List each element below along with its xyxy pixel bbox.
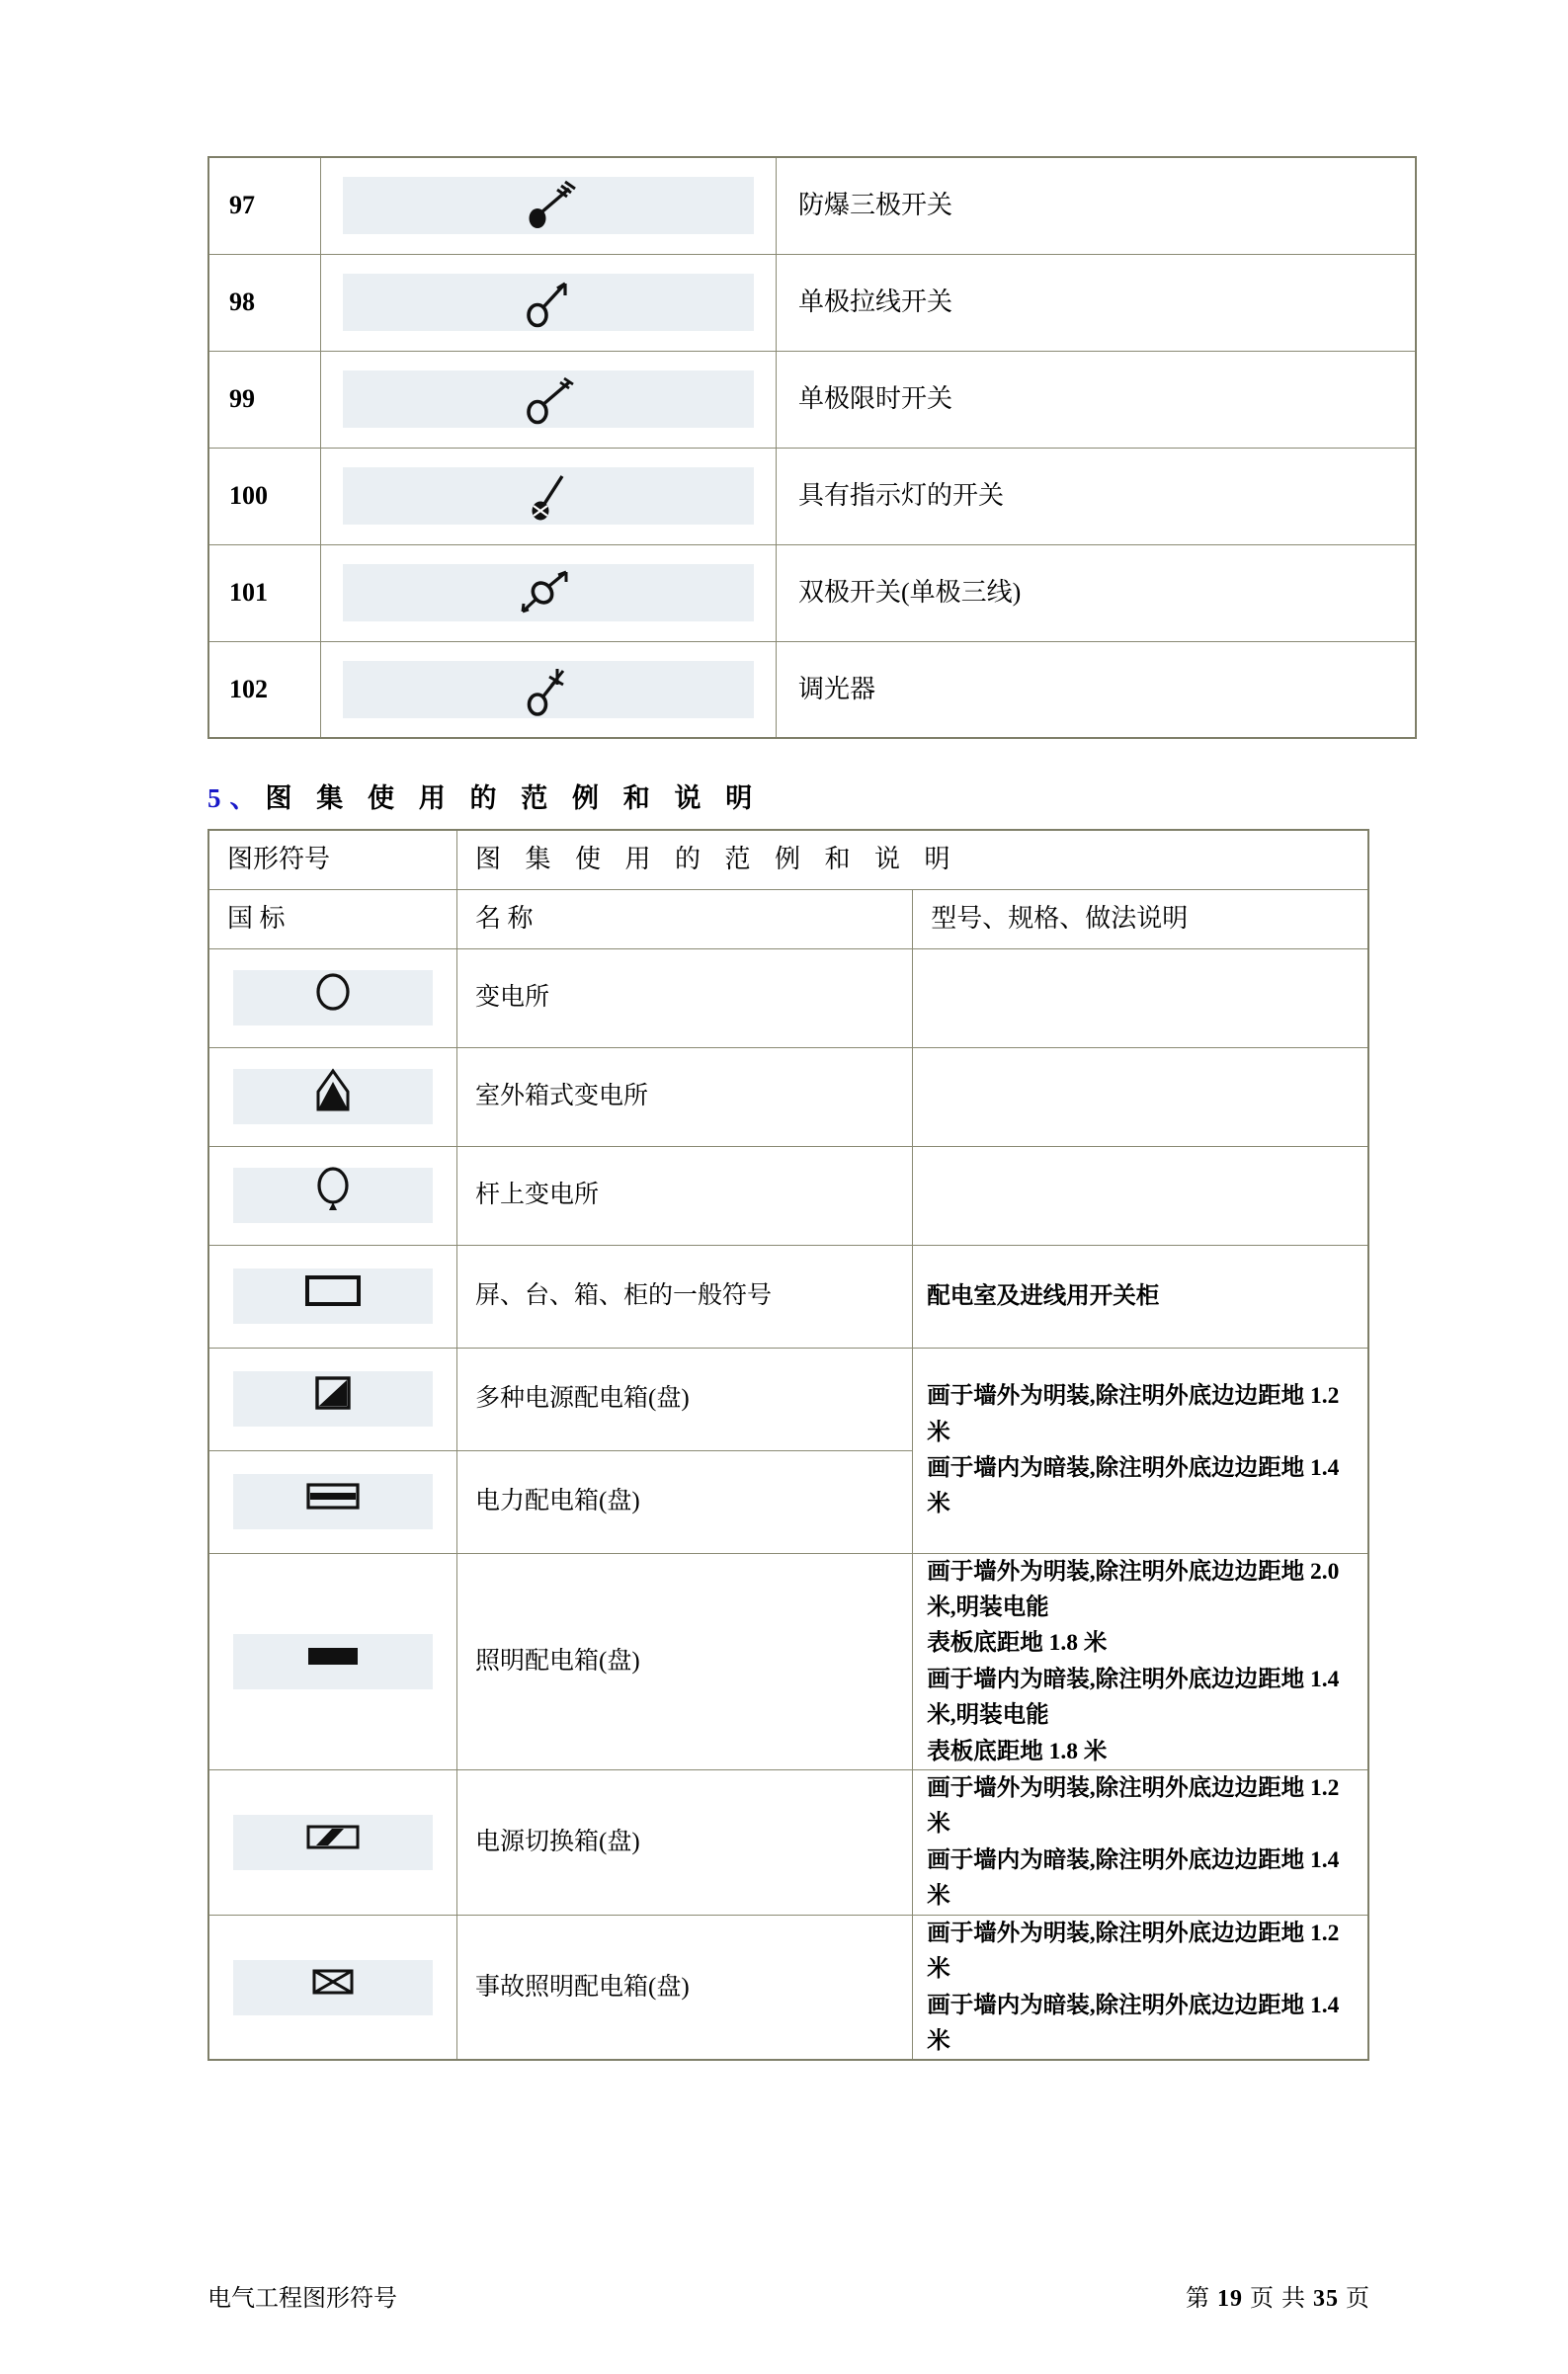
symbol-cell [321, 157, 777, 254]
table-row [208, 641, 1416, 738]
desc-line: 画于墙外为明装,除注明外底边边距地 1.2 米 [927, 1383, 1340, 1445]
symbol-name: 杆上变电所 [457, 1146, 913, 1245]
table-row [208, 1770, 1368, 1916]
desc-line: 画于墙外为明装,除注明外底边边距地 2.0 米,明装电能 [927, 1558, 1340, 1620]
single-pole-pull-cord-switch-icon [514, 274, 583, 331]
symbol-name: 调光器 [777, 641, 1417, 738]
symbol-band [343, 370, 754, 428]
section-title: 图 集 使 用 的 范 例 和 说 明 [265, 783, 762, 813]
table-row [208, 948, 1368, 1047]
symbol-name: 变电所 [457, 948, 913, 1047]
symbol-band [233, 1960, 433, 2015]
table-row [208, 157, 1416, 254]
desc-line: 画于墙内为暗装,除注明外底边边距地 1.4 米 [927, 1455, 1340, 1517]
section-heading [207, 777, 1568, 815]
symbol-cell [321, 351, 777, 448]
desc-line: 画于墙外为明装,除注明外底边边距地 1.2 米 [927, 1775, 1340, 1838]
symbol-description [913, 1348, 1368, 1553]
symbol-cell [208, 1915, 457, 2060]
symbol-cell [321, 544, 777, 641]
desc-line: 画于墙外为明装,除注明外底边边距地 1.2 米 [927, 1920, 1340, 1983]
symbol-cell [208, 1770, 457, 1916]
document-page [0, 156, 1568, 2374]
table-row [208, 1553, 1368, 1770]
legend-table [207, 829, 1369, 2061]
symbol-description [913, 1146, 1368, 1245]
symbol-band [343, 467, 754, 525]
symbol-description [913, 948, 1368, 1047]
symbol-name: 室外箱式变电所 [457, 1047, 913, 1146]
desc-line: 画于墙内为暗装,除注明外底边边距地 1.4 米 [927, 1992, 1340, 2054]
symbol-band [233, 1168, 433, 1223]
footer-page-indicator [1186, 2278, 1370, 2313]
legend-header-row-2 [208, 889, 1368, 948]
substation-circle-icon [309, 967, 357, 1027]
symbol-band [343, 661, 754, 718]
symbol-cell [321, 254, 777, 351]
legend-header-row-1 [208, 830, 1368, 889]
symbol-band [233, 1474, 433, 1529]
symbol-band [233, 1815, 433, 1870]
symbol-name: 具有指示灯的开关 [777, 448, 1417, 544]
table-row [208, 1146, 1368, 1245]
symbol-band [233, 970, 433, 1025]
symbol-name: 多种电源配电箱(盘) [457, 1348, 913, 1450]
row-number: 101 [208, 544, 321, 641]
desc-line: 表板底距地 1.8 米 [927, 1738, 1108, 1764]
table-row [208, 1348, 1368, 1450]
single-pole-time-limit-switch-icon [514, 370, 583, 428]
row-number: 98 [208, 254, 321, 351]
footer-page-prefix: 第 [1186, 2286, 1210, 2312]
symbol-band [233, 1371, 433, 1427]
dimmer-icon [516, 661, 581, 718]
symbol-name: 电力配电箱(盘) [457, 1450, 913, 1553]
legend-header-symbol: 图形符号 [208, 830, 457, 889]
explosion-proof-three-pole-switch-icon [514, 177, 583, 234]
legend-header-name: 名 称 [457, 889, 913, 948]
desc-line: 画于墙内为暗装,除注明外底边边距地 1.4 米,明装电能 [927, 1666, 1340, 1729]
symbol-name: 照明配电箱(盘) [457, 1553, 913, 1770]
power-distribution-box-icon [302, 1476, 364, 1526]
symbol-band [343, 177, 754, 234]
footer-document-title: 电气工程图形符号 [207, 2286, 397, 2312]
symbol-band [233, 1634, 433, 1689]
symbol-name: 屏、台、箱、柜的一般符号 [457, 1245, 913, 1348]
symbol-description [913, 1047, 1368, 1146]
symbol-description [913, 1915, 1368, 2060]
symbol-name: 事故照明配电箱(盘) [457, 1915, 913, 2060]
multi-source-distribution-box-icon [309, 1372, 357, 1425]
legend-header-desc: 型号、规格、做法说明 [913, 889, 1368, 948]
legend-header-title: 图 集 使 用 的 范 例 和 说 明 [457, 830, 1369, 889]
symbol-cell [208, 948, 457, 1047]
symbol-cell [208, 1047, 457, 1146]
symbol-band [233, 1269, 433, 1324]
symbol-description: 配电室及进线用开关柜 [913, 1245, 1368, 1348]
double-pole-switch-icon [509, 564, 588, 621]
symbol-band [343, 564, 754, 621]
symbol-name: 单极拉线开关 [777, 254, 1417, 351]
footer-page-middle: 页 共 [1250, 2286, 1306, 2312]
desc-line: 画于墙内为暗装,除注明外底边边距地 1.4 米 [927, 1846, 1340, 1910]
table-row [208, 448, 1416, 544]
symbol-name: 防爆三极开关 [777, 157, 1417, 254]
symbol-description [913, 1770, 1368, 1916]
footer-page-number: 19 [1217, 2286, 1243, 2312]
footer-total-pages: 35 [1313, 2286, 1339, 2312]
pole-mounted-substation-icon [310, 1164, 356, 1226]
symbol-cell [208, 1553, 457, 1770]
table-row [208, 254, 1416, 351]
table-row [208, 1915, 1368, 2060]
symbol-cell [208, 1245, 457, 1348]
symbol-cell [208, 1146, 457, 1245]
power-transfer-box-icon [302, 1817, 364, 1867]
legend-header-standard: 国 标 [208, 889, 457, 948]
lighting-distribution-box-icon [302, 1636, 364, 1686]
footer-page-suffix: 页 [1346, 2286, 1370, 2312]
table-row [208, 544, 1416, 641]
switch-with-indicator-lamp-icon [519, 467, 578, 525]
panel-cabinet-outline-icon [302, 1270, 364, 1321]
row-number: 99 [208, 351, 321, 448]
symbol-name: 单极限时开关 [777, 351, 1417, 448]
table-row [208, 1047, 1368, 1146]
symbol-name: 双极开关(单极三线) [777, 544, 1417, 641]
symbol-cell [208, 1450, 457, 1553]
outdoor-box-substation-icon [310, 1066, 356, 1126]
row-number: 97 [208, 157, 321, 254]
table-row [208, 351, 1416, 448]
symbol-name: 电源切换箱(盘) [457, 1770, 913, 1916]
table-row [208, 1245, 1368, 1348]
row-number: 102 [208, 641, 321, 738]
symbol-band [343, 274, 754, 331]
symbol-cell [321, 448, 777, 544]
row-number: 100 [208, 448, 321, 544]
symbol-description [913, 1553, 1368, 1770]
symbol-band [233, 1069, 433, 1124]
symbol-cell [321, 641, 777, 738]
switch-symbol-table [207, 156, 1417, 739]
desc-line: 表板底距地 1.8 米 [927, 1630, 1108, 1657]
symbol-cell [208, 1348, 457, 1450]
emergency-lighting-box-icon [302, 1962, 364, 2012]
section-number: 5、 [207, 783, 266, 813]
page-footer [207, 2278, 1370, 2313]
